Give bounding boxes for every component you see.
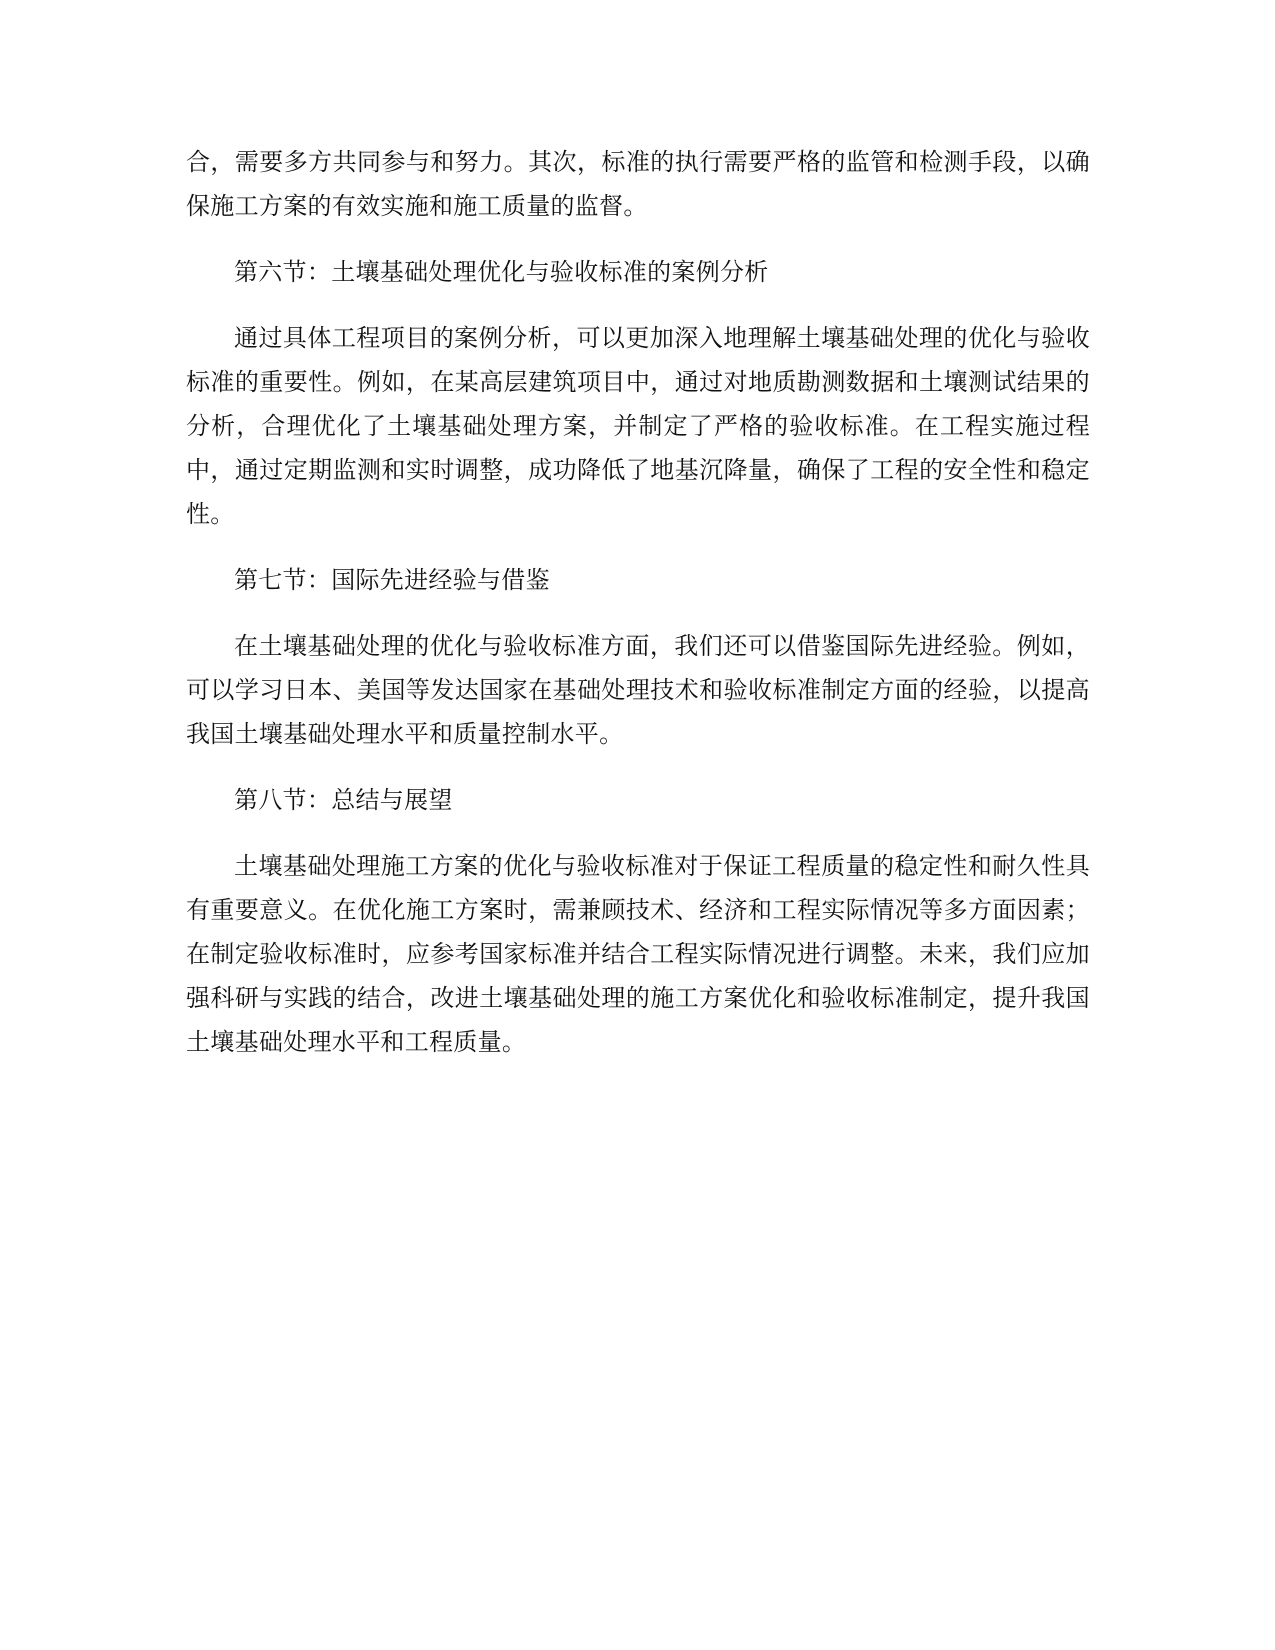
paragraph-continuation: 合，需要多方共同参与和努力。其次，标准的执行需要严格的监管和检测手段，以确保施工方案的有效实施和施工质量的监督。 <box>186 148 1090 220</box>
section-6-paragraph: 通过具体工程项目的案例分析，可以更加深入地理解土壤基础处理的优化与验收标准的重要性。例如，在某高层建筑项目中，通过对地质勘测数据和土壤测试结果的分析，合理优化了土壤基础处理方案，并制定了严格的验收标准。在工程实施过程中，通过定期监测和实时调整，成功降低了地基沉降量，确保了工程的安全性和稳定性。 <box>186 324 1090 528</box>
section-7-paragraph: 在土壤基础处理的优化与验收标准方面，我们还可以借鉴国际先进经验。例如，可以学习日本、美国等发达国家在基础处理技术和验收标准制定方面的经验，以提高我国土壤基础处理水平和质量控制水平。 <box>186 632 1090 748</box>
section-6-heading: 第六节：土壤基础处理优化与验收标准的案例分析 <box>234 258 769 286</box>
section-8-heading: 第八节：总结与展望 <box>234 786 453 814</box>
section-8-paragraph: 土壤基础处理施工方案的优化与验收标准对于保证工程质量的稳定性和耐久性具有重要意义。在优化施工方案时，需兼顾技术、经济和工程实际情况等多方面因素；在制定验收标准时，应参考国家标准并结合工程实际情况进行调整。未来，我们应加强科研与实践的结合，改进土壤基础处理的施工方案优化和验收标准制定，提升我国土壤基础处理水平和工程质量。 <box>186 852 1090 1056</box>
section-7-heading: 第七节：国际先进经验与借鉴 <box>234 566 550 594</box>
document-body <box>186 140 1090 1086</box>
